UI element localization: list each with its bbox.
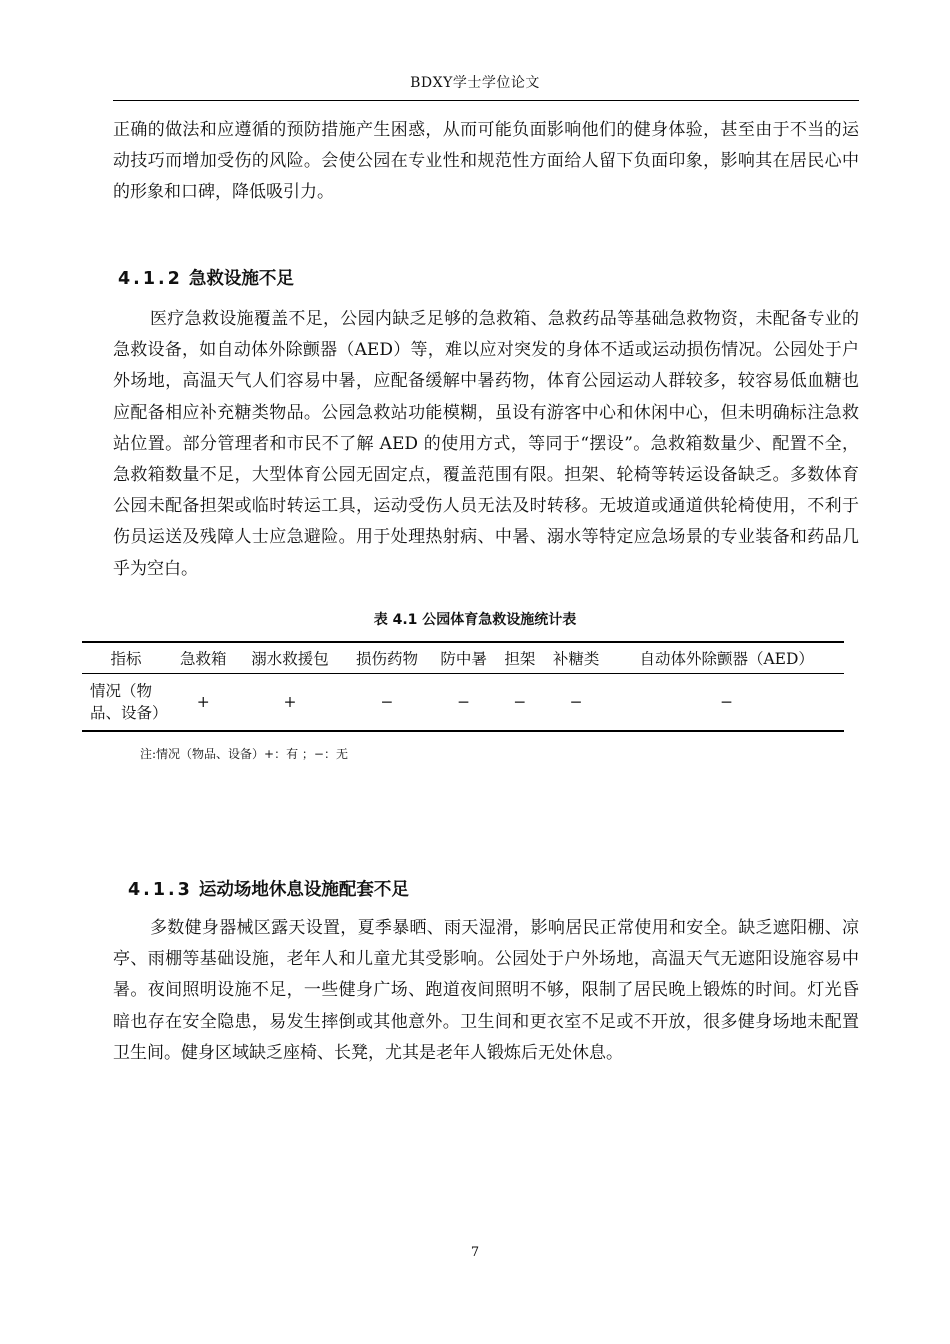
table-row (82, 674, 844, 732)
header-rule (113, 100, 859, 101)
page-header: BDXY学士学位论文 (410, 75, 540, 91)
section-title: 急救设施不足 (188, 269, 294, 289)
section-4-1-3-paragraph: 多数健身器械区露天设置，夏季暴晒、雨天湿滑，影响居民正常使用和安全。缺乏遮阳棚、凉亭、雨棚等基础设施，老年人和儿童尤其受影响。公园处于户外场地，高温天气无遮阳设施容易中暑。夜间照明设施不足，一些健身广场、跑道夜间照明不够，限制了居民晚上锻炼的时间。灯光昏暗也存在安全隐患，易发生摔倒或其他意外。卫生间和更衣室不足或不开放，很多健身场地未配置卫生间。健身区域缺乏座椅、长凳，尤其是老年人锻炼后无处休息。 (113, 918, 859, 1063)
table-header-cell: 自动体外除颤器（AED） (639, 650, 814, 668)
section-4-1-2-paragraph: 医疗急救设施覆盖不足，公园内缺乏足够的急救箱、急救药品等基础急救物资，未配备专业的急救设备，如自动体外除颤器（AED）等，难以应对突发的身体不适或运动损伤情况。公园处于户外场地，高温天气人们容易中暑，应配备缓解中暑药物，体育公园运动人群较多，较容易低血糖也应配备相应补充糖类物品。公园急救站功能模糊，虽设有游客中心和休闲中心，但未明确标注急救站位置。部分管理者和市民不了解 AED 的使用方式，等同于“摆设”。急救箱数量少、配置不全，急救箱数量不足，大型体育公园无固定点，覆盖范围有限。担架、轮椅等转运设备缺乏。多数体育公园未配备担架或临时转运工具，运动受伤人员无法及时转移。无坡道或通道供轮椅使用，不利于伤员运送及残障人士应急避险。用于处理热射病、中暑、溺水等特定应急场景的专业装备和药品几乎为空白。 (113, 309, 859, 579)
table-cell: − (457, 693, 471, 711)
table-cell: − (380, 693, 394, 711)
table-cell: + (283, 693, 297, 711)
page-number: 7 (470, 1245, 480, 1260)
table-header-cell: 补糖类 (552, 650, 600, 668)
row-label-line: 品、设备） (90, 704, 168, 722)
section-heading-4-1-2 (118, 265, 294, 290)
table-cell: − (720, 693, 734, 711)
table-caption: 表 4.1 公园体育急救设施统计表 (373, 612, 577, 628)
table-header-cell: 损伤药物 (356, 650, 419, 668)
section-title: 运动场地休息设施配套不足 (198, 880, 409, 900)
table-header-cell: 急救箱 (179, 650, 227, 668)
table-header-row (82, 642, 844, 674)
table-header-cell: 防中暑 (440, 650, 487, 668)
intro-paragraph: 正确的做法和应遵循的预防措施产生困惑，从而可能负面影响他们的健身体验，甚至由于不当的运动技巧而增加受伤的风险。会使公园在专业性和规范性方面给人留下负面印象，影响其在居民心中的形象和口碑，降低吸引力。 (113, 120, 859, 203)
table-row-label (82, 674, 170, 732)
section-number: 4.1.3 (128, 880, 193, 900)
table-header-cell: 指标 (110, 650, 142, 668)
section-heading-4-1-3 (128, 876, 409, 901)
section-number: 4.1.2 (118, 269, 183, 289)
row-label-line: 情况（物 (90, 682, 153, 700)
table-cell: + (196, 693, 210, 711)
table-cell: − (513, 693, 527, 711)
table-header-cell: 担架 (504, 650, 536, 668)
table-note: 注:情况（物品、设备）+：有 ；−：无 (140, 747, 348, 761)
table-header-cell: 溺水救援包 (251, 650, 329, 668)
table-cell: − (569, 693, 583, 711)
first-aid-table (82, 641, 844, 732)
